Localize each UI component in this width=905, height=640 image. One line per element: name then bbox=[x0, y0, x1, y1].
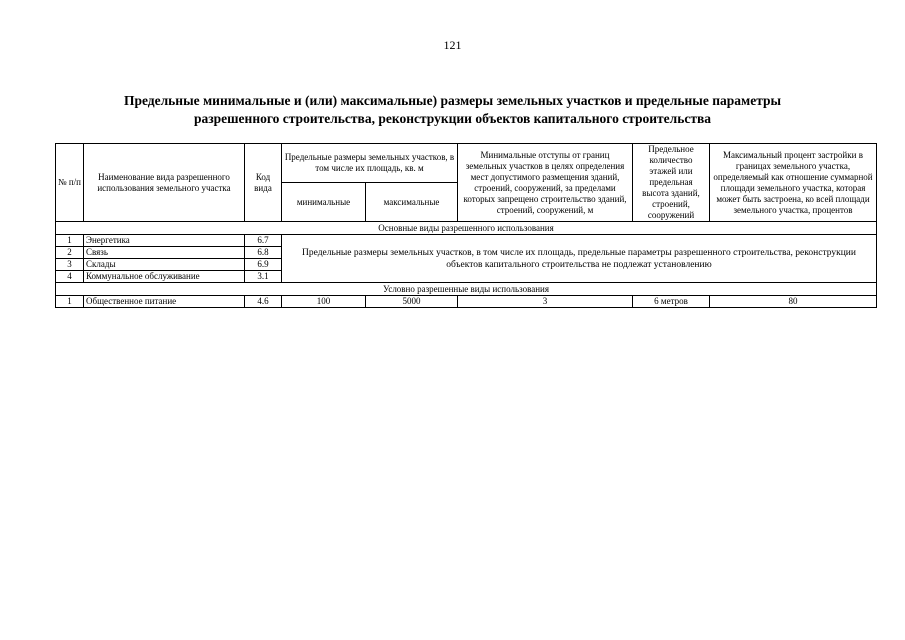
header-max-size: максимальные bbox=[366, 183, 458, 222]
cell-num: 1 bbox=[56, 296, 84, 308]
header-use-type-name: Наименование вида разрешенного использования земельного участка bbox=[84, 144, 245, 222]
section-title-main: Основные виды разрешенного использования bbox=[56, 222, 877, 235]
header-max-coverage: Максимальный процент застройки в границах земельного участка, определяемый как отношение суммарной площади земельного участка, которая может быть застроена, ко всей площади земельного участка, процентов bbox=[710, 144, 877, 222]
cell-name: Связь bbox=[84, 247, 245, 259]
cell-coverage: 80 bbox=[710, 296, 877, 308]
cell-num: 2 bbox=[56, 247, 84, 259]
section-row-conditional-uses bbox=[56, 283, 877, 296]
cell-num: 1 bbox=[56, 235, 84, 247]
cell-name: Коммунальное обслуживание bbox=[84, 271, 245, 283]
cell-setback: 3 bbox=[458, 296, 633, 308]
header-use-type-code: Код вида bbox=[245, 144, 282, 222]
cell-num: 3 bbox=[56, 259, 84, 271]
cell-code: 6.7 bbox=[245, 235, 282, 247]
title-line-2: разрешенного строительства, реконструкции объектов капитального строительства bbox=[193, 111, 712, 126]
cell-code: 4.6 bbox=[245, 296, 282, 308]
cell-max-size: 5000 bbox=[366, 296, 458, 308]
section-row-main-uses bbox=[56, 222, 877, 235]
page-number: 121 bbox=[443, 38, 462, 52]
cell-floors: 6 метров bbox=[633, 296, 710, 308]
section-title-conditional: Условно разрешенные виды использования bbox=[56, 283, 877, 296]
header-plot-sizes: Предельные размеры земельных участков, в том числе их площадь, кв. м bbox=[282, 144, 458, 183]
cell-name: Общественное питание bbox=[84, 296, 245, 308]
cell-num: 4 bbox=[56, 271, 84, 283]
header-min-size: минимальные bbox=[282, 183, 366, 222]
document-title bbox=[40, 92, 865, 128]
header-min-setbacks: Минимальные отступы от границ земельных участков в целях определения мест допустимого размещения зданий, строений, сооружений, за пределами которых запрещено строительство зданий, строений, сооружений, м bbox=[458, 144, 633, 222]
main-uses-note: Предельные размеры земельных участков, в том числе их площадь, предельные параметры разрешенного строительства, реконструкции объектов капитального строительства не подлежат установлению bbox=[282, 235, 877, 283]
title-line-1: Предельные минимальные и (или) максимальные) размеры земельных участков и предельные параметры bbox=[123, 93, 782, 108]
cell-code: 6.9 bbox=[245, 259, 282, 271]
header-num: № п/п bbox=[56, 144, 84, 222]
cell-code: 3.1 bbox=[245, 271, 282, 283]
cell-name: Энергетика bbox=[84, 235, 245, 247]
cell-name: Склады bbox=[84, 259, 245, 271]
table-row bbox=[56, 296, 877, 308]
land-use-parameters-table bbox=[55, 143, 877, 308]
cell-min-size: 100 bbox=[282, 296, 366, 308]
header-max-floors: Предельное количество этажей или предельная высота зданий, строений, сооружений bbox=[633, 144, 710, 222]
table-header-row bbox=[56, 144, 877, 183]
table-row bbox=[56, 235, 877, 247]
cell-code: 6.8 bbox=[245, 247, 282, 259]
